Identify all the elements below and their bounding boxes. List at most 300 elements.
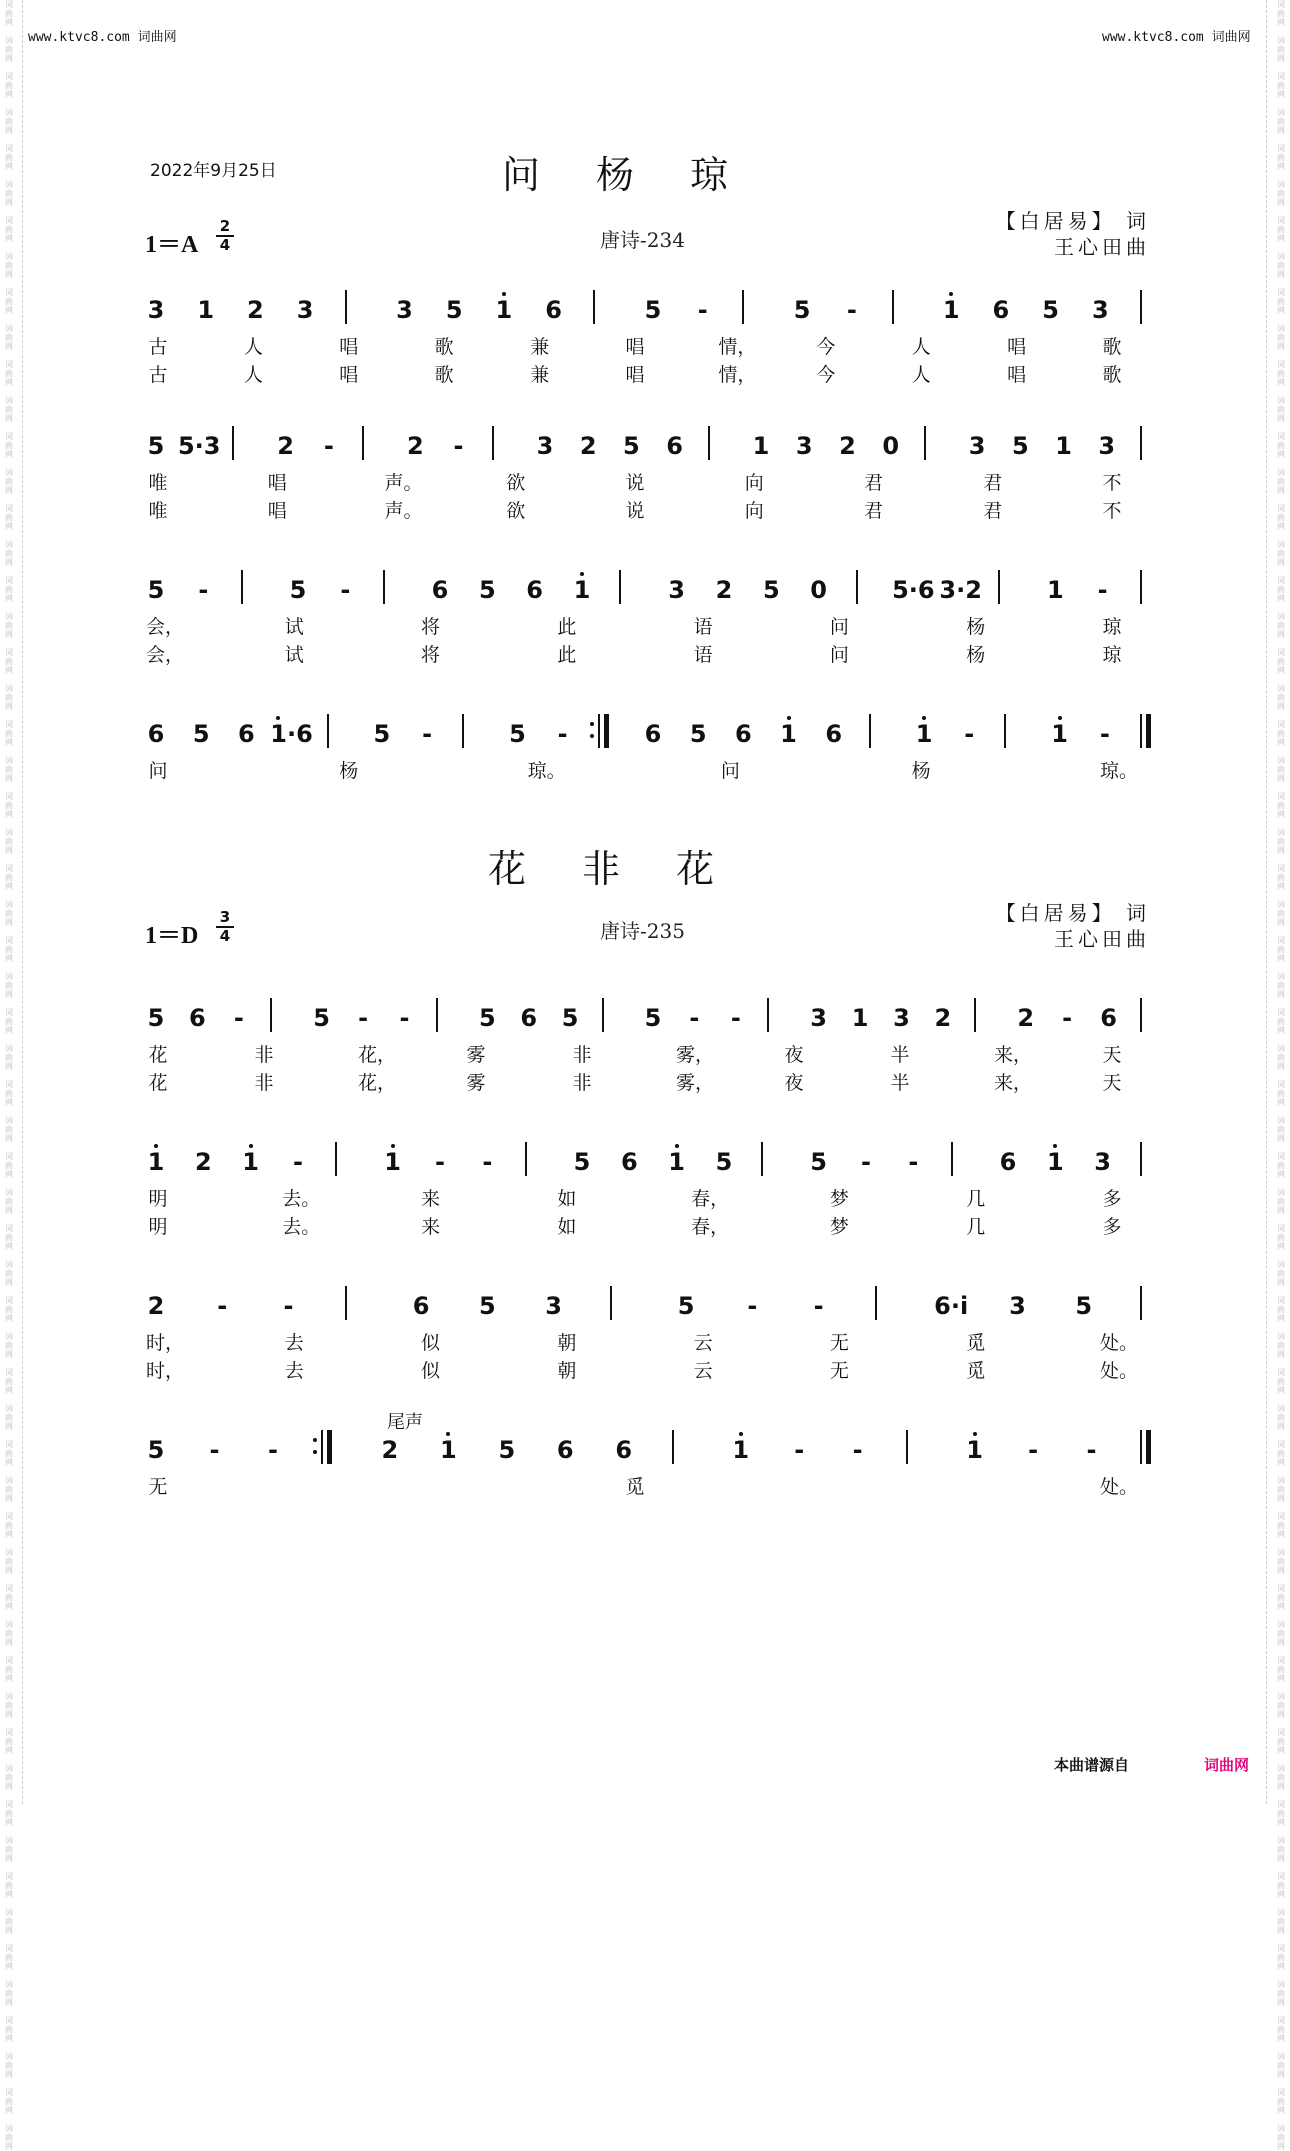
score-note: 6 (412, 1292, 430, 1320)
score-note: 5 (147, 1436, 165, 1464)
score-note: 2 (194, 1148, 212, 1176)
lyric-syllable: 问 (829, 616, 849, 638)
lyric-syllable: 处。 (1100, 1476, 1139, 1498)
score-note: 2 (1017, 1004, 1035, 1032)
barline (610, 1286, 612, 1320)
lyric-syllable: 琼。 (527, 760, 566, 782)
barline (1140, 1286, 1142, 1320)
lyric-syllable: 歌 (434, 364, 454, 386)
score-note: 5 (644, 1004, 662, 1032)
barline (327, 714, 329, 748)
lyric-syllable: 君 (983, 500, 1003, 522)
barline (619, 570, 621, 604)
song1-series: 唐诗-234 (600, 228, 685, 252)
right-margin-line (1266, 0, 1267, 1804)
lyric-syllable: 雾， (676, 1072, 715, 1094)
score-note: 5·6 (892, 576, 935, 604)
score-note: 5 (561, 1004, 579, 1032)
barline (232, 426, 234, 460)
song1-composer: 王心田曲 (1054, 235, 1150, 259)
score-note: - (293, 1148, 303, 1176)
lyric-syllable: 半 (890, 1044, 910, 1066)
score-note: 1 (752, 432, 770, 460)
song2-time-den: 4 (219, 927, 231, 945)
score-note: 2 (147, 1292, 165, 1320)
score-note: 1 (966, 1436, 983, 1464)
barline (1140, 570, 1142, 604)
lyric-syllable: 非 (572, 1072, 592, 1094)
score-note: 5 (373, 720, 391, 748)
score-note: - (233, 1004, 244, 1032)
lyric-syllable: 兼 (530, 364, 550, 386)
barline (951, 1142, 953, 1176)
score-note: 6 (545, 296, 562, 324)
lyric-syllable: 唱 (625, 364, 645, 386)
score-note: 6 (666, 432, 683, 460)
lyric-syllable: 向 (744, 472, 764, 494)
right-watermark-strip: 词 曲 网 词 曲 网 词 曲 网 词 曲 网 词 曲 网 词 曲 网 词 曲 网 词 曲 网 词 曲 网 词 曲 网 词 曲 网 词 曲 网 词 曲 网 词 曲 网 词 曲 网 词 曲 网 词 曲 网 词 曲 网 词 曲 网 词 曲 网 词 曲 网 词 曲 网 词 曲 网 词 曲 网 词 曲 网 词 曲 网 词 曲 网 词 曲 网 词 曲 网 词 曲 网 词 曲 网 词 曲 网 词 曲 网 词 曲 网 词 曲 网 词 曲 网 词 曲 网 词 曲 网 词 曲 网 词 曲 网 词 曲 网 词 曲 网 词 曲 网 词 曲 网 词 曲 网 词 曲 网 词 曲 网 词 曲 网 词 曲 网 词 曲 网 词 曲 网 词 曲 网 词 曲 网 词 曲 网 词 曲 网 词 曲 网 词 曲 网 词 曲 网 词 曲 网 词 曲 网 (1277, 0, 1285, 2151)
lyric-syllable: 问 (829, 644, 849, 666)
score-note: - (557, 720, 568, 748)
score-note: 1 (1046, 576, 1064, 604)
lyric-syllable: 似 (421, 1332, 441, 1354)
lyric-syllable: 如 (557, 1188, 577, 1210)
score-note: 6 (620, 1148, 638, 1176)
song2-lyricist: 【白居易】 词 (995, 901, 1150, 925)
lyric-syllable: 花 (148, 1044, 168, 1066)
lyric-syllable: 来， (994, 1044, 1033, 1066)
lyric-syllable: 唱 (625, 336, 645, 358)
lyric-syllable: 雾 (466, 1044, 486, 1066)
header-right-site: www.ktvc8.com 词曲网 (1102, 30, 1251, 45)
lyric-syllable: 非 (572, 1044, 592, 1066)
lyric-syllable: 情， (718, 364, 757, 386)
barline (1140, 998, 1142, 1032)
score-note: 2 (934, 1004, 952, 1032)
score-note: - (267, 1436, 278, 1464)
score-note: 1 (1055, 432, 1072, 460)
lyric-syllable: 杨 (966, 616, 986, 638)
footer-source-label: 本曲谱源自 (1054, 1756, 1130, 1774)
lyric-syllable: 朝 (557, 1360, 577, 1382)
barline (345, 290, 347, 324)
score-note: 6 (992, 296, 1010, 324)
score-note: 5 (509, 720, 526, 748)
lyric-syllable: 朝 (557, 1332, 577, 1354)
footer-source-site: 词曲网 (1204, 1756, 1250, 1774)
score-note: - (852, 1436, 863, 1464)
score-note: 6 (238, 720, 255, 748)
lyric-syllable: 说 (625, 500, 645, 522)
score-note: 5 (147, 432, 165, 460)
high-octave-dot (502, 292, 506, 296)
score-note: - (1062, 1004, 1073, 1032)
barline (856, 570, 858, 604)
score-note: - (1099, 720, 1110, 748)
score-note: - (422, 720, 433, 748)
score-note: - (358, 1004, 369, 1032)
score-note: 3 (893, 1004, 910, 1032)
lyric-syllable: 歌 (1102, 336, 1122, 358)
lyric-syllable: 会， (146, 616, 185, 638)
barline (1140, 426, 1142, 460)
barline (869, 714, 871, 748)
score-note: 6 (1100, 1004, 1117, 1032)
barline (436, 998, 438, 1032)
lyric-syllable: 君 (863, 500, 883, 522)
score-note: - (846, 296, 857, 324)
score-note: 3 (795, 432, 813, 460)
lyric-syllable: 欲 (506, 500, 526, 522)
score-note: 2 (579, 432, 597, 460)
score-note: 3 (296, 296, 314, 324)
lyric-syllable: 试 (284, 616, 304, 638)
score-note: - (689, 1004, 700, 1032)
score-note: 2 (839, 432, 856, 460)
score-note: - (1097, 576, 1108, 604)
lyric-syllable: 人 (243, 336, 263, 358)
score-note: 1 (242, 1148, 259, 1176)
lyric-syllable: 花， (358, 1072, 397, 1094)
score-note: - (747, 1292, 758, 1320)
score-note: 1 (732, 1436, 750, 1464)
score-note: - (283, 1292, 294, 1320)
lyric-syllable: 唯 (148, 500, 168, 522)
barline (1140, 1430, 1142, 1464)
score-note: 5 (1011, 432, 1029, 460)
lyric-syllable: 古 (148, 336, 168, 358)
repeat-dot (590, 734, 594, 738)
lyric-syllable: 春， (691, 1216, 730, 1238)
high-octave-dot (787, 716, 791, 720)
score-note: 5 (810, 1148, 827, 1176)
lyric-syllable: 去 (284, 1332, 304, 1354)
final-barline (1146, 714, 1151, 748)
score-note: 5·3 (177, 432, 221, 460)
lyric-syllable: 问 (720, 760, 740, 782)
lyric-syllable: 半 (890, 1072, 910, 1094)
lyric-syllable: 时， (146, 1360, 185, 1382)
barline (270, 998, 272, 1032)
lyric-syllable: 试 (284, 644, 304, 666)
score-note: 2 (277, 432, 294, 460)
score-note: - (435, 1148, 445, 1176)
score-note: 5 (289, 576, 307, 604)
barline (241, 570, 243, 604)
lyric-syllable: 问 (148, 760, 168, 782)
lyric-syllable: 不 (1102, 500, 1122, 522)
lyric-syllable: 夜 (784, 1072, 804, 1094)
score-note: - (323, 432, 334, 460)
lyric-syllable: 梦 (829, 1188, 849, 1210)
score-note: 6 (431, 576, 449, 604)
score-note: - (209, 1436, 220, 1464)
score-note: 6 (644, 720, 662, 748)
score-note: 5 (689, 720, 707, 748)
lyric-syllable: 唱 (1007, 364, 1027, 386)
barline (875, 1286, 877, 1320)
score-note: - (198, 576, 209, 604)
song1-title: 问杨琼 (502, 153, 785, 197)
score-note: 5 (192, 720, 210, 748)
lyric-syllable: 夜 (784, 1044, 804, 1066)
barline (1140, 1142, 1142, 1176)
score-note: 2 (406, 432, 424, 460)
score-note: 1 (915, 720, 933, 748)
score-note: - (794, 1436, 805, 1464)
score-note: 6·i (934, 1292, 969, 1320)
lyric-syllable: 歌 (1102, 364, 1122, 386)
score-note: 5 (147, 576, 165, 604)
score-note: 1 (851, 1004, 869, 1032)
lyric-syllable: 杨 (966, 644, 986, 666)
song2-title: 花非花 (488, 847, 771, 891)
score-note: - (861, 1148, 871, 1176)
score-note: 6 (189, 1004, 206, 1032)
barline (593, 290, 595, 324)
score-note: 1 (573, 576, 591, 604)
lyric-syllable: 唱 (267, 500, 287, 522)
lyric-syllable: 多 (1102, 1216, 1122, 1238)
score-note: 3 (545, 1292, 562, 1320)
lyric-syllable: 兼 (530, 336, 550, 358)
score-note: 2 (247, 296, 264, 324)
barline (892, 290, 894, 324)
lyric-syllable: 花 (148, 1072, 168, 1094)
barline (974, 998, 976, 1032)
song2-time-signature (216, 910, 234, 944)
score-note: - (217, 1292, 228, 1320)
lyric-syllable: 会， (146, 644, 185, 666)
high-octave-dot (249, 1144, 253, 1148)
score-note: 6 (147, 720, 165, 748)
score-note: - (730, 1004, 741, 1032)
score-note: 1 (1046, 1148, 1064, 1176)
lyric-syllable: 来 (421, 1216, 441, 1238)
score-note: 3 (396, 296, 413, 324)
score-note: 5 (677, 1292, 695, 1320)
song2-time-num: 3 (219, 908, 231, 926)
score-note: - (1028, 1436, 1039, 1464)
score-note: 6 (999, 1148, 1017, 1176)
barline (1140, 290, 1142, 324)
song2-series: 唐诗-235 (600, 919, 685, 943)
song1-lyricist: 【白居易】 词 (995, 209, 1150, 233)
score-note: 1 (1051, 720, 1068, 748)
score-note: 3 (668, 576, 685, 604)
score-note: 5 (445, 296, 463, 324)
score-note: - (813, 1292, 824, 1320)
lyric-syllable: 天 (1102, 1072, 1122, 1094)
lyric-syllable: 杨 (339, 760, 359, 782)
high-octave-dot (1058, 716, 1062, 720)
lyric-syllable: 无 (148, 1476, 168, 1498)
lyric-syllable: 唱 (339, 336, 359, 358)
score-note: 1 (780, 720, 797, 748)
score-note: 5 (1042, 296, 1059, 324)
song2-composer: 王心田曲 (1054, 927, 1150, 951)
score-note: 3 (1091, 296, 1109, 324)
barline (906, 1430, 908, 1464)
score-note: 0 (882, 432, 900, 460)
lyric-syllable: 觅 (966, 1360, 986, 1382)
final-barline (1146, 1430, 1151, 1464)
barline (767, 998, 769, 1032)
lyric-syllable: 雾 (466, 1072, 486, 1094)
date: 2022年9月25日 (150, 161, 277, 181)
lyric-syllable: 唱 (267, 472, 287, 494)
lyric-syllable: 将 (421, 616, 441, 638)
final-barline (327, 1430, 332, 1464)
score-note: 3 (1094, 1148, 1111, 1176)
lyric-syllable: 似 (421, 1360, 441, 1382)
lyric-syllable: 明 (148, 1216, 168, 1238)
score-note: 2 (381, 1436, 399, 1464)
score-note: 5 (762, 576, 780, 604)
score-note: 6 (526, 576, 543, 604)
repeat-dot (313, 1450, 317, 1454)
score-note: - (697, 296, 708, 324)
score-note: 6 (825, 720, 843, 748)
lyric-syllable: 琼 (1102, 616, 1122, 638)
barline (345, 1286, 347, 1320)
repeat-dot (313, 1438, 317, 1442)
score-note: - (399, 1004, 410, 1032)
lyric-syllable: 君 (863, 472, 883, 494)
lyric-syllable: 今 (816, 364, 836, 386)
lyric-syllable: 云 (693, 1332, 713, 1354)
lyric-syllable: 君 (983, 472, 1003, 494)
barline (1140, 714, 1142, 748)
score-note: 6 (735, 720, 752, 748)
high-octave-dot (391, 1144, 395, 1148)
score-note: 0 (810, 576, 827, 604)
lyric-syllable: 去 (284, 1360, 304, 1382)
barline (362, 426, 364, 460)
lyric-syllable: 此 (557, 644, 577, 666)
score-note: 5 (793, 296, 811, 324)
score-note: - (453, 432, 464, 460)
score-note: - (340, 576, 351, 604)
lyric-syllable: 向 (744, 500, 764, 522)
lyric-syllable: 春， (691, 1188, 730, 1210)
lyric-syllable: 语 (693, 644, 713, 666)
score-note: 5 (147, 1004, 165, 1032)
lyric-syllable: 唱 (339, 364, 359, 386)
lyric-syllable: 如 (557, 1216, 577, 1238)
lyric-syllable: 去。 (282, 1188, 321, 1210)
lyric-syllable: 觅 (625, 1476, 645, 1498)
high-octave-dot (276, 716, 280, 720)
lyric-syllable: 来， (994, 1072, 1033, 1094)
high-octave-dot (739, 1432, 743, 1436)
score-note: 1 (197, 296, 215, 324)
lyric-syllable: 无 (829, 1332, 849, 1354)
lyric-syllable: 人 (243, 364, 263, 386)
lyric-syllable: 花， (358, 1044, 397, 1066)
score-note: 1·6 (270, 720, 313, 748)
score-note: 3 (147, 296, 165, 324)
score-note: 5 (478, 576, 496, 604)
left-watermark-strip: 词 曲 网 词 曲 网 词 曲 网 词 曲 网 词 曲 网 词 曲 网 词 曲 网 词 曲 网 词 曲 网 词 曲 网 词 曲 网 词 曲 网 词 曲 网 词 曲 网 词 曲 网 词 曲 网 词 曲 网 词 曲 网 词 曲 网 词 曲 网 词 曲 网 词 曲 网 词 曲 网 词 曲 网 词 曲 网 词 曲 网 词 曲 网 词 曲 网 词 曲 网 词 曲 网 词 曲 网 词 曲 网 词 曲 网 词 曲 网 词 曲 网 词 曲 网 词 曲 网 词 曲 网 词 曲 网 词 曲 网 词 曲 网 词 曲 网 词 曲 网 词 曲 网 词 曲 网 词 曲 网 词 曲 网 词 曲 网 词 曲 网 词 曲 网 词 曲 网 词 曲 网 词 曲 网 词 曲 网 词 曲 网 词 曲 网 词 曲 网 词 曲 网 词 曲 网 词 曲 网 (5, 0, 13, 2151)
lyric-syllable: 琼。 (1100, 760, 1139, 782)
barline (525, 1142, 527, 1176)
lyric-syllable: 时， (146, 1332, 185, 1354)
barline (462, 714, 464, 748)
score-note: 1 (147, 1148, 165, 1176)
score-note: - (482, 1148, 493, 1176)
barline (602, 998, 604, 1032)
repeat-dot (590, 722, 594, 726)
barline (742, 290, 744, 324)
left-margin-line (22, 0, 23, 1804)
lyric-syllable: 人 (911, 364, 931, 386)
high-octave-dot (154, 1144, 158, 1148)
high-octave-dot (580, 572, 584, 576)
lyric-syllable: 唱 (1007, 336, 1027, 358)
score-note: 5 (623, 432, 640, 460)
lyric-syllable: 唯 (148, 472, 168, 494)
score-note: 5 (313, 1004, 330, 1032)
score-note: 6 (615, 1436, 633, 1464)
lyric-syllable: 几 (966, 1216, 986, 1238)
score-note: 5 (478, 1004, 496, 1032)
score-note: - (964, 720, 975, 748)
barline (672, 1430, 674, 1464)
lyric-syllable: 古 (148, 364, 168, 386)
score-note: 5 (1075, 1292, 1093, 1320)
barline (708, 426, 710, 460)
barline (1004, 714, 1006, 748)
lyric-syllable: 杨 (911, 760, 931, 782)
lyric-syllable: 雾， (676, 1044, 715, 1066)
score-note: - (908, 1148, 919, 1176)
lyric-syllable: 语 (693, 616, 713, 638)
lyric-syllable: 几 (966, 1188, 986, 1210)
high-octave-dot (973, 1432, 977, 1436)
song1-time-num: 2 (219, 217, 231, 235)
score-note: 3 (536, 432, 554, 460)
header-left-site: www.ktvc8.com 词曲网 (28, 30, 177, 45)
song1-key: 1＝A (145, 232, 199, 258)
lyric-syllable: 梦 (829, 1216, 849, 1238)
lyric-syllable: 觅 (966, 1332, 986, 1354)
barline (321, 1430, 323, 1464)
score-note: 1 (439, 1436, 457, 1464)
score-note: 1 (942, 296, 960, 324)
lyric-syllable: 非 (254, 1044, 274, 1066)
barline (492, 426, 494, 460)
score-note: 1 (495, 296, 513, 324)
song2-credits (990, 900, 1150, 952)
barline (924, 426, 926, 460)
lyric-syllable: 来 (421, 1188, 441, 1210)
score-note: 3 (968, 432, 986, 460)
barline (598, 714, 600, 748)
lyric-syllable: 将 (421, 644, 441, 666)
score-note: 3 (810, 1004, 827, 1032)
score-note: - (1086, 1436, 1097, 1464)
score-note: 1 (668, 1148, 685, 1176)
lyric-syllable: 去。 (282, 1216, 321, 1238)
lyric-syllable: 歌 (434, 336, 454, 358)
score-note: 6 (556, 1436, 574, 1464)
lyric-syllable: 非 (254, 1072, 274, 1094)
barline (998, 570, 1000, 604)
lyric-syllable: 多 (1102, 1188, 1122, 1210)
score-note: 6 (520, 1004, 538, 1032)
lyric-syllable: 声。 (384, 500, 423, 522)
